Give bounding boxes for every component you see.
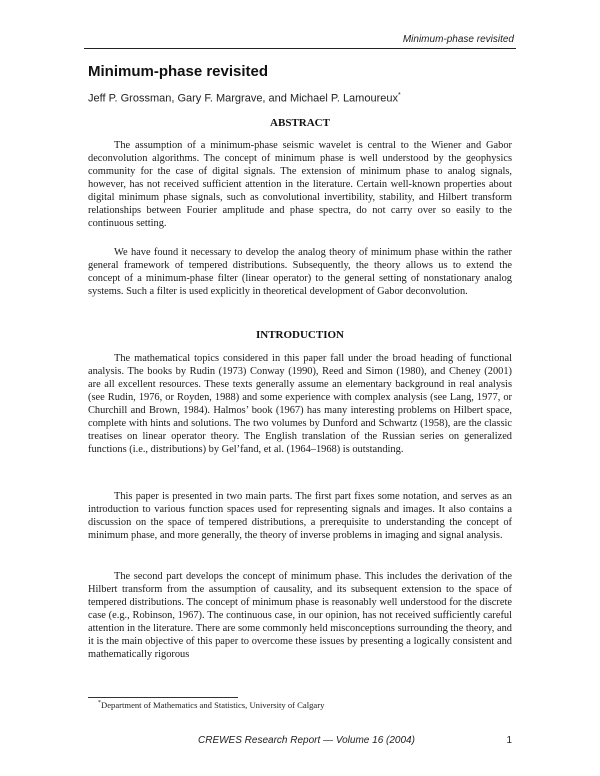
footnote-rule: [88, 697, 238, 698]
intro-paragraph-3: The second part develops the concept of minimum phase. This includes the derivation of the Hilbert transform from the assumption of causality, and its subsequent extension to the space of tempered distributions. The concept of minimum phase is reasonably well understood for the discrete case (e.g., Robinson, 1967). The continuous case, in our opinion, has not received sufficiently careful attention in the literature. There are some commonly held misconceptions surrounding the theory, and it is the main objective of this paper to overcome these issues by presenting a logically consistent and mathematically rigorous: [88, 571, 512, 660]
abstract-heading: ABSTRACT: [270, 117, 330, 129]
page-number: 1: [506, 735, 512, 746]
footer-report-title: CREWES Research Report — Volume 16 (2004): [198, 735, 415, 746]
intro-paragraph-1: The mathematical topics considered in this paper fall under the broad heading of functional analysis. The books by Rudin (1973) Conway (1990), Reed and Simon (1980), and Cheney (2001) are all excellent resources. These texts generally assume an elementary background in real analysis (see Rudin, 1976, or Royden, 1988) and some experience with complex analysis (see Lang, 1977, or Churchill and Brown, 1984). Halmos’ book (1967) has many interesting problems on Hilbert space, complete with hints and solutions. The two volumes by Dunford and Schwartz (1958), are the classic treatises on linear operator theory. The English translation of the Russian series on generalized functions (i.e., distributions) by Gel’fand, et al. (1964–1968) is outstanding.: [88, 353, 512, 455]
abstract-paragraph-2: We have found it necessary to develop the analog theory of minimum phase within the rather general framework of tempered distributions. Subsequently, the theory allows us to extend the concept of a minimum-phase filter (linear operator) to the general setting of nonstationary analog systems. Such a filter is used explicitly in theoretical development of Gabor deconvolution.: [88, 247, 512, 297]
author-footnote-mark: *: [397, 92, 401, 99]
paper-title: Minimum-phase revisited: [88, 63, 269, 80]
abstract-paragraph-1: The assumption of a minimum-phase seismic wavelet is central to the Wiener and Gabor deconvolution algorithms. The concept of minimum phase is well understood by the geophysics community for the case of digital signals. The extension of minimum phase to analog signals, however, has not received sufficient attention in the literature. Certain well-known properties about digital minimum phase signals, such as convolutional invertibility, stability, and Hilbert transform relationships between Fourier amplitude and phase spectra, do not carry over so easily to the continuous setting.: [88, 140, 512, 229]
header-rule: [84, 48, 516, 49]
author-footnote: [98, 700, 324, 710]
running-title: Minimum-phase revisited: [402, 34, 514, 45]
footnote-mark: *: [98, 700, 101, 707]
author-names: Jeff P. Grossman, Gary F. Margrave, and Michael P. Lamoureux: [88, 92, 398, 105]
footnote-text: Department of Mathematics and Statistics, University of Calgary: [101, 700, 325, 710]
author-line: [88, 92, 401, 105]
introduction-heading: INTRODUCTION: [255, 329, 344, 341]
intro-paragraph-2: This paper is presented in two main parts. The first part fixes some notation, and serves as an introduction to various function spaces used for representing signals and images. It also contains a discussion on the space of tempered distributions, a prerequisite to understanding the concept of minimum phase, and more generally, the theory of inverse problems in imaging and signal analysis.: [88, 491, 512, 541]
